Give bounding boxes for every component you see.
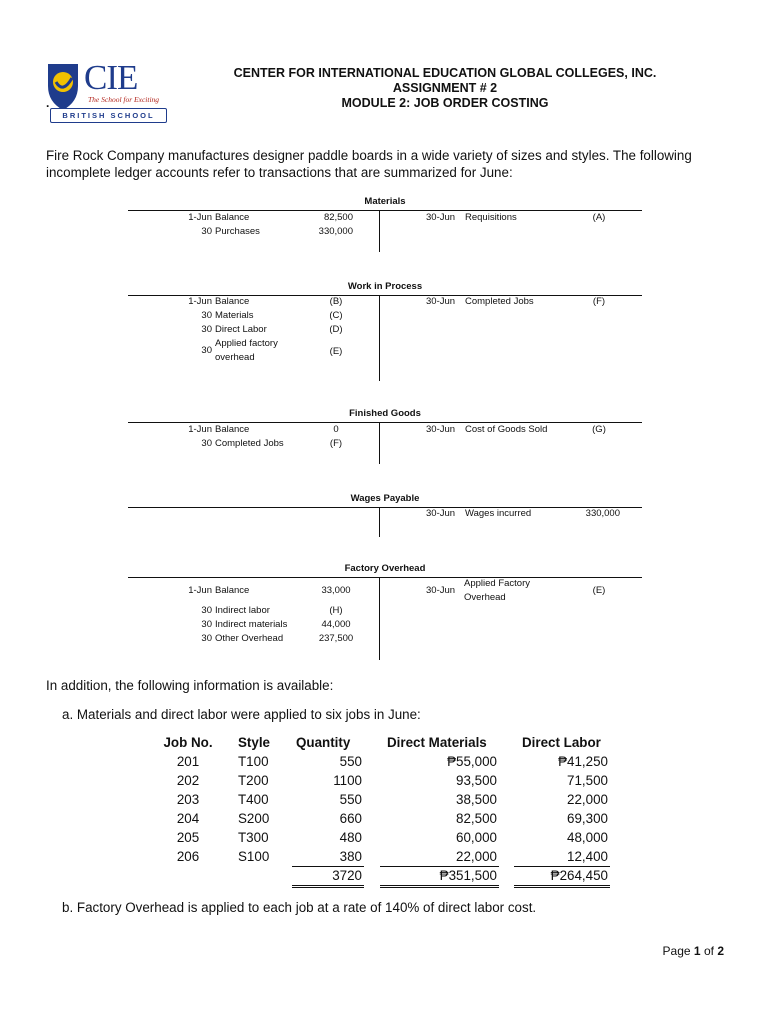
finished-vline <box>379 422 380 464</box>
module-title: MODULE 2: JOB ORDER COSTING <box>341 96 549 110</box>
footer-page-word: Page <box>662 944 691 958</box>
direct-materials-cell: 93,500 <box>456 773 497 788</box>
overhead-debit-date: 30 <box>201 605 212 616</box>
job-no-cell: 206 <box>176 849 200 864</box>
overhead-title: Factory Overhead <box>344 563 426 574</box>
overhead-vline <box>379 577 380 660</box>
overhead-credit-desc: Applied Factory <box>464 578 531 589</box>
total-rule-materials <box>380 866 499 867</box>
wip-debit-date: 30 <box>201 324 212 335</box>
overhead-debit-desc: Other Overhead <box>215 633 284 644</box>
double-rule-materials-2 <box>380 887 499 888</box>
wages-hline <box>128 507 642 508</box>
wip-credit-date: 30-Jun <box>426 296 456 307</box>
direct-labor-cell: 71,500 <box>567 773 608 788</box>
stray-bullet: . <box>46 96 50 110</box>
materials-credit-desc: Requisitions <box>465 212 517 223</box>
wip-debit-desc: Materials <box>215 310 254 321</box>
direct-materials-cell: 60,000 <box>456 830 497 845</box>
finished-debit-desc: Completed Jobs <box>215 438 284 449</box>
additional-info: In addition, the following information is available: <box>46 678 334 693</box>
finished-debit-date: 30 <box>201 438 212 449</box>
overhead-debit-amount: 44,000 <box>321 619 351 630</box>
wip-debit-date: 30 <box>201 345 212 356</box>
logo-wordmark: CIE <box>84 58 138 97</box>
finished-hline <box>128 422 642 423</box>
total-rule-quantity <box>292 866 364 867</box>
item-b: b. Factory Overhead is applied to each job at a rate of 140% of direct labor cost. <box>62 900 537 915</box>
style-cell: T200 <box>238 773 269 788</box>
wip-debit-date: 1-Jun <box>188 296 212 307</box>
wages-credit-date: 30-Jun <box>426 508 456 519</box>
finished-debit-date: 1-Jun <box>188 424 212 435</box>
overhead-debit-date: 1-Jun <box>188 585 212 596</box>
wages-credit-desc: Wages incurred <box>465 508 532 519</box>
item-a: a. Materials and direct labor were applied to six jobs in June: <box>62 707 421 722</box>
overhead-credit-desc: Overhead <box>464 592 506 603</box>
finished-debit-amount: 0 <box>333 424 339 435</box>
footer-of-word: of <box>703 944 714 958</box>
finished-credit-amount: (G) <box>592 424 606 435</box>
wip-debit-desc: Applied factory <box>215 338 278 349</box>
t-account-factory-overhead <box>128 563 642 663</box>
direct-labor-cell: ₱41,250 <box>558 754 608 769</box>
direct-labor-cell: 12,400 <box>567 849 608 864</box>
direct-materials-cell: 22,000 <box>456 849 497 864</box>
direct-materials-cell: 38,500 <box>456 792 497 807</box>
double-rule-labor-1 <box>514 885 610 886</box>
finished-credit-date: 30-Jun <box>426 424 456 435</box>
direct-labor-cell: 69,300 <box>567 811 608 826</box>
materials-debit-desc: Balance <box>215 212 250 223</box>
col-header-direct-materials: Direct Materials <box>387 735 487 750</box>
materials-vline <box>379 210 380 252</box>
wip-debit-desc: Balance <box>215 296 250 307</box>
finished-debit-desc: Balance <box>215 424 250 435</box>
t-account-work-in-process <box>128 281 642 381</box>
direct-materials-cell: ₱55,000 <box>447 754 497 769</box>
footer-page-number: 1 <box>693 944 701 958</box>
wip-debit-amount: (B) <box>329 296 343 307</box>
intro-line-2: incomplete ledger accounts refer to transactions that are summarized for June: <box>46 165 513 180</box>
quantity-cell: 550 <box>339 792 362 807</box>
wip-debit-amount: (D) <box>329 324 343 335</box>
wip-debit-desc: overhead <box>215 352 255 363</box>
intro-line-1: Fire Rock Company manufactures designer paddle boards in a wide variety of sizes and styles. The following <box>46 148 692 163</box>
wip-debit-desc: Direct Labor <box>215 324 267 335</box>
job-no-cell: 204 <box>176 811 200 826</box>
style-cell: T400 <box>238 792 269 807</box>
overhead-debit-date: 30 <box>201 633 212 644</box>
overhead-credit-amount: (E) <box>592 585 606 596</box>
col-header-direct-labor: Direct Labor <box>522 735 601 750</box>
style-cell: S100 <box>238 849 270 864</box>
overhead-debit-desc: Balance <box>215 585 250 596</box>
logo-tagline: The School for Exciting <box>88 95 160 104</box>
materials-debit-date: 30 <box>201 226 212 237</box>
overhead-debit-amount: 237,500 <box>318 633 354 644</box>
overhead-credit-date: 30-Jun <box>426 585 456 596</box>
quantity-cell: 660 <box>339 811 362 826</box>
wip-debit-date: 30 <box>201 310 212 321</box>
double-rule-quantity-1 <box>292 885 364 886</box>
quantity-cell: 550 <box>339 754 362 769</box>
job-no-cell: 205 <box>176 830 200 845</box>
assignment-number: ASSIGNMENT # 2 <box>392 81 498 95</box>
overhead-debit-amount: (H) <box>329 605 343 616</box>
quantity-cell: 480 <box>339 830 362 845</box>
materials-credit-amount: (A) <box>592 212 606 223</box>
total-direct-labor: ₱264,450 <box>550 868 608 883</box>
wages-vline <box>379 507 380 537</box>
materials-hline <box>128 210 642 211</box>
materials-title: Materials <box>364 196 406 207</box>
wages-credit-amount: 330,000 <box>585 508 620 519</box>
quantity-cell: 380 <box>339 849 362 864</box>
page-footer <box>663 944 724 958</box>
overhead-debit-desc: Indirect labor <box>215 605 270 616</box>
total-direct-materials: ₱351,500 <box>439 868 497 883</box>
double-rule-quantity-2 <box>292 887 364 888</box>
job-no-cell: 201 <box>176 754 200 769</box>
overhead-debit-date: 30 <box>201 619 212 630</box>
wip-credit-desc: Completed Jobs <box>465 296 534 307</box>
direct-labor-cell: 48,000 <box>567 830 608 845</box>
finished-title: Finished Goods <box>349 408 421 419</box>
direct-materials-cell: 82,500 <box>456 811 497 826</box>
total-quantity: 3720 <box>332 868 362 883</box>
logo-band <box>50 108 167 123</box>
wip-vline <box>379 295 380 381</box>
job-no-cell: 203 <box>176 792 200 807</box>
wip-debit-amount: (E) <box>329 346 343 357</box>
materials-debit-date: 1-Jun <box>188 212 212 223</box>
t-account-wages-payable <box>128 493 642 543</box>
t-account-finished-goods <box>128 408 642 466</box>
overhead-debit-amount: 33,000 <box>321 585 351 596</box>
wages-title: Wages Payable <box>350 493 420 504</box>
footer-page-total: 2 <box>717 944 724 958</box>
materials-debit-amount: 82,500 <box>323 212 353 223</box>
double-rule-labor-2 <box>514 887 610 888</box>
col-header-style: Style <box>238 735 271 750</box>
overhead-hline <box>128 577 642 578</box>
materials-credit-date: 30-Jun <box>426 212 456 223</box>
style-cell: T300 <box>238 830 269 845</box>
wip-credit-amount: (F) <box>592 296 606 307</box>
finished-debit-amount: (F) <box>329 438 343 449</box>
logo-band-text: BRITISH SCHOOL <box>62 111 155 120</box>
t-account-materials <box>128 196 642 256</box>
double-rule-materials-1 <box>380 885 499 886</box>
style-cell: S200 <box>238 811 270 826</box>
wip-title: Work in Process <box>347 281 423 292</box>
materials-debit-amount: 330,000 <box>318 226 353 237</box>
total-rule-labor <box>514 866 610 867</box>
style-cell: T100 <box>238 754 269 769</box>
col-header-job-no: Job No. <box>163 735 213 750</box>
quantity-cell: 1100 <box>333 773 362 788</box>
materials-debit-desc: Purchases <box>215 226 260 237</box>
job-no-cell: 202 <box>176 773 200 788</box>
institution-name: CENTER FOR INTERNATIONAL EDUCATION GLOBAL COLLEGES, INC. <box>233 66 657 80</box>
overhead-debit-desc: Indirect materials <box>215 619 288 630</box>
wip-debit-amount: (C) <box>329 310 343 321</box>
direct-labor-cell: 22,000 <box>567 792 608 807</box>
finished-credit-desc: Cost of Goods Sold <box>465 424 548 435</box>
col-header-quantity: Quantity <box>296 735 351 750</box>
